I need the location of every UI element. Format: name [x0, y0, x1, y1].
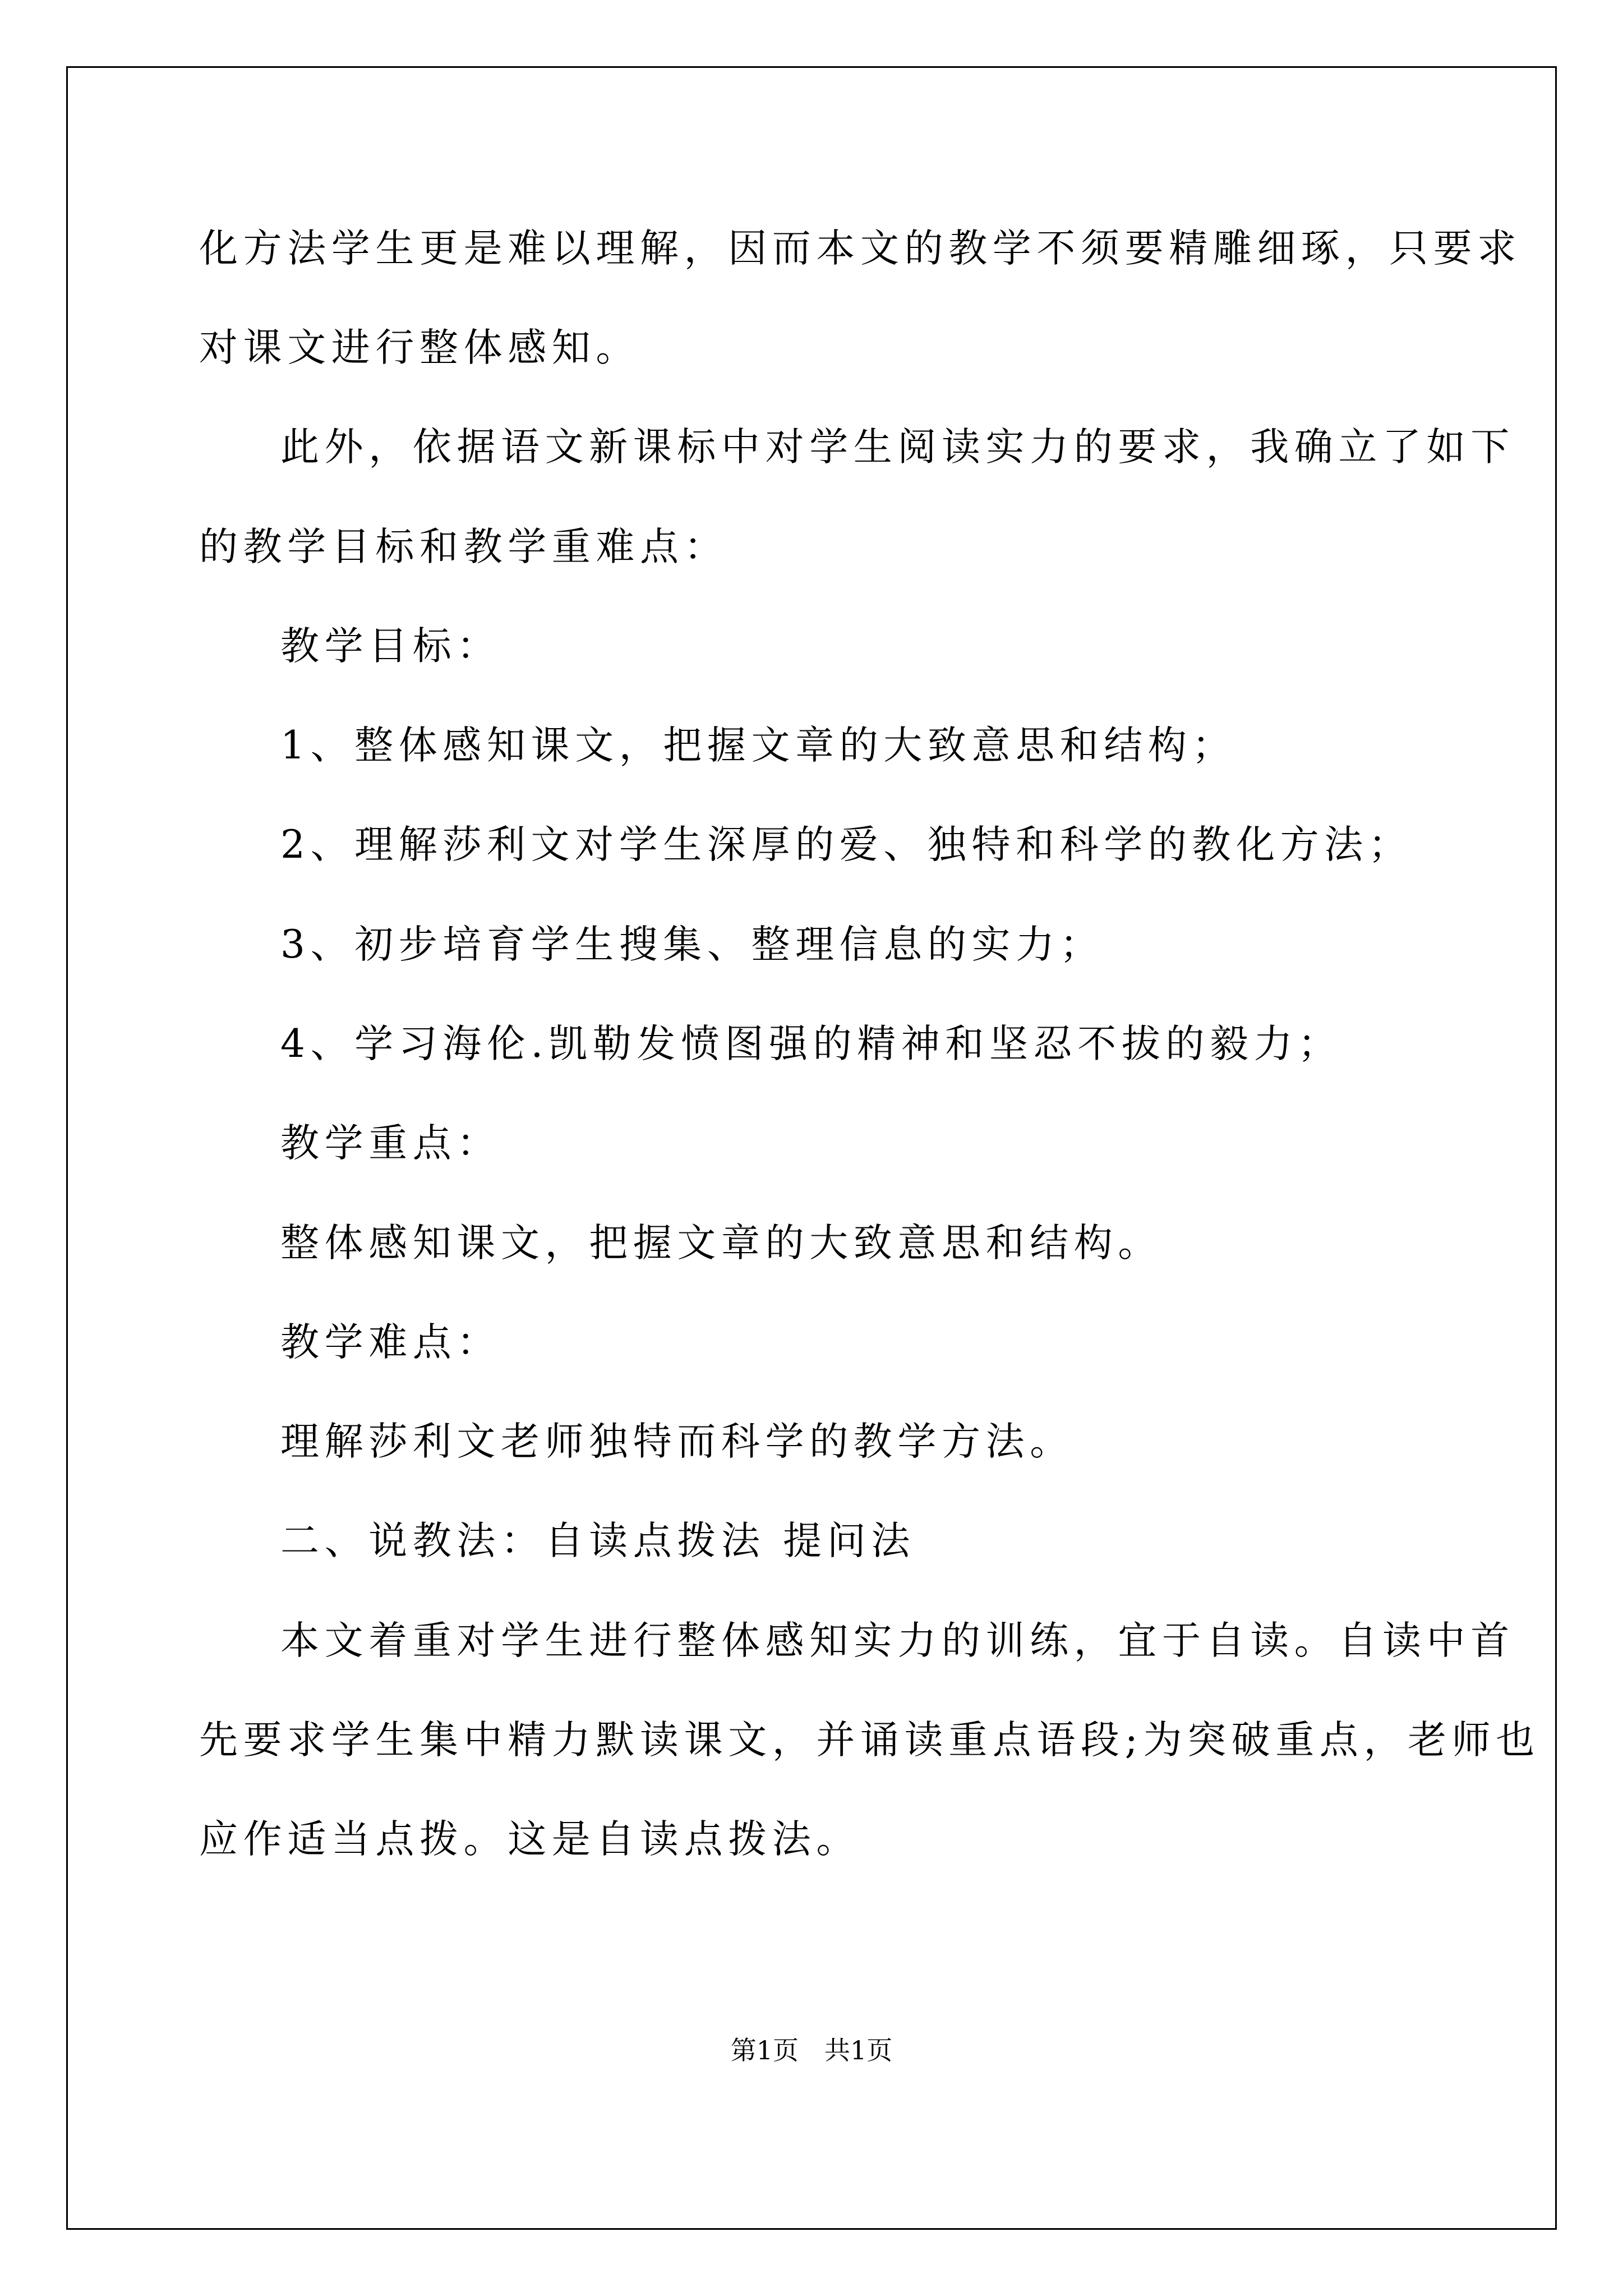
- text-line: 整体感知课文，把握文章的大致意思和结构。: [280, 1221, 1162, 1266]
- text-line: 应作适当点拨。这是自读点拨法。: [199, 1817, 860, 1862]
- text-line: 本文着重对学生进行整体感知实力的训练，宜于自读。自读中首: [280, 1618, 1515, 1663]
- text-line: 对课文进行整体感知。: [199, 325, 640, 370]
- text-line: 二、说教法：自读点拨法 提问法: [280, 1519, 915, 1563]
- text-line: 此外，依据语文新课标中对学生阅读实力的要求，我确立了如下: [280, 425, 1515, 470]
- text-line: 教学难点：: [280, 1320, 501, 1365]
- text-line: 先要求学生集中精力默读课文，并诵读重点语段;为突破重点，老师也: [199, 1718, 1540, 1763]
- text-line: 化方法学生更是难以理解，因而本文的教学不须要精雕细琢，只要求: [199, 226, 1521, 271]
- text-line: 4、学习海伦.凯勒发愤图强的精神和坚忍不拔的毅力；: [280, 1022, 1342, 1066]
- text-line: 理解莎利文老师独特而科学的教学方法。: [280, 1419, 1074, 1464]
- text-line: 的教学目标和教学重难点：: [199, 524, 728, 569]
- text-line: 2、理解莎利文对学生深厚的爱、独特和科学的教化方法；: [280, 822, 1413, 867]
- text-line: 3、初步培育学生搜集、整理信息的实力；: [280, 922, 1104, 967]
- text-line: 教学重点：: [280, 1121, 501, 1166]
- text-line: 教学目标：: [280, 624, 501, 669]
- text-line: 1、整体感知课文，把握文章的大致意思和结构；: [280, 723, 1237, 768]
- page-number-footer: 第1页 共1页: [730, 2035, 893, 2065]
